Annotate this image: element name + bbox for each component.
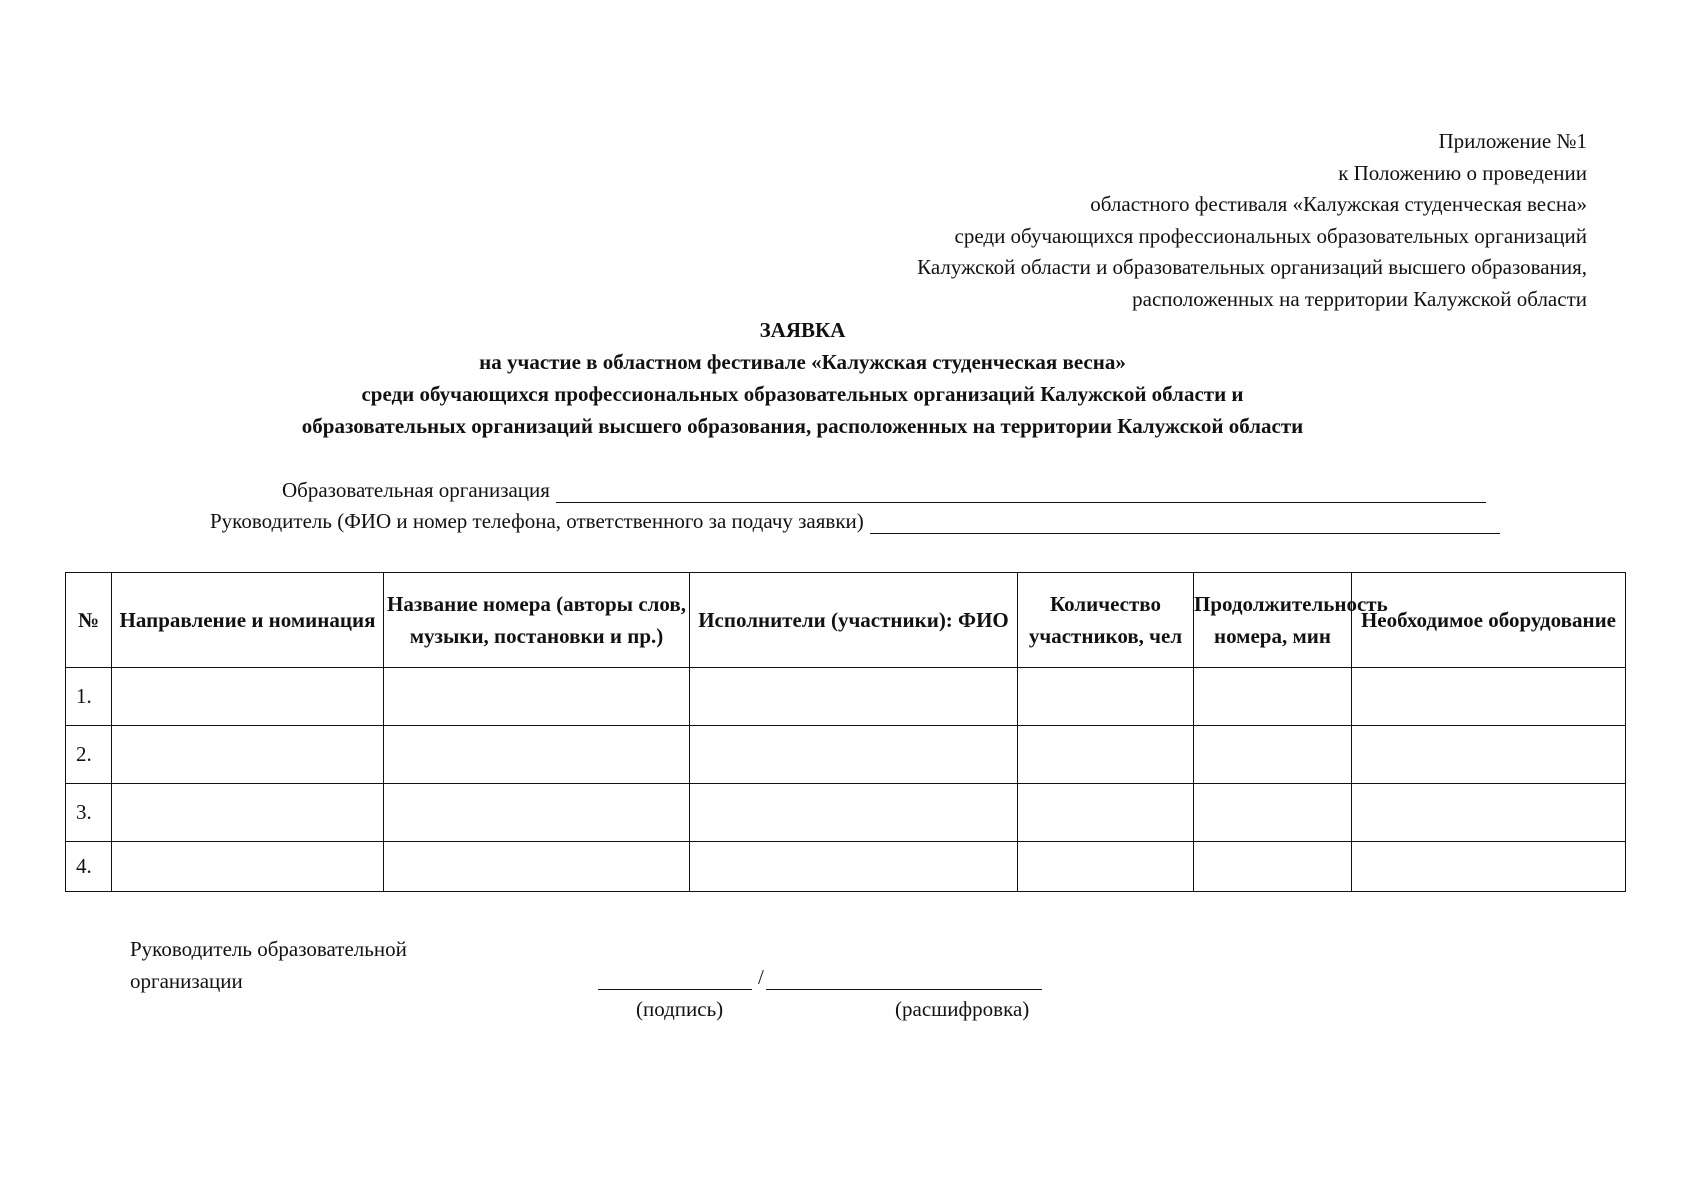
header-equipment: Необходимое оборудование xyxy=(1352,573,1626,668)
cell-title[interactable] xyxy=(384,842,690,892)
appendix-line: областного фестиваля «Калужская студенческая весна» xyxy=(1090,192,1587,216)
title-line-1: на участие в областном фестивале «Калужская студенческая весна» xyxy=(479,350,1126,374)
cell-performers[interactable] xyxy=(690,726,1018,784)
title-line-2: среди обучающихся профессиональных образовательных организаций Калужской области и xyxy=(361,382,1244,406)
document-title xyxy=(0,314,1697,442)
row-number: 2. xyxy=(66,726,112,784)
cell-duration[interactable] xyxy=(1194,726,1352,784)
signature-input-line[interactable] xyxy=(598,969,752,990)
cell-title[interactable] xyxy=(384,726,690,784)
signature-label-line-2: организации xyxy=(130,969,243,993)
table-row xyxy=(66,842,1626,892)
header-direction: Направление и номинация xyxy=(112,573,384,668)
row-number: 1. xyxy=(66,668,112,726)
header-duration: Продолжительность номера, мин xyxy=(1194,573,1352,668)
head-label: Руководитель (ФИО и номер телефона, ответственного за подачу заявки) xyxy=(210,509,864,533)
title-line-3: образовательных организаций высшего образования, расположенных на территории Калужской области xyxy=(301,414,1304,438)
signature-caption: (подпись) xyxy=(636,997,724,1021)
head-field[interactable] xyxy=(210,509,1500,534)
cell-performers[interactable] xyxy=(690,842,1018,892)
cell-direction[interactable] xyxy=(112,842,384,892)
organization-label: Образовательная организация xyxy=(282,478,550,502)
table-header-row xyxy=(66,573,1626,668)
cell-performers[interactable] xyxy=(690,784,1018,842)
cell-title[interactable] xyxy=(384,784,690,842)
appendix-header xyxy=(917,126,1587,315)
cell-equipment[interactable] xyxy=(1352,842,1626,892)
header-count: Количество участников, чел xyxy=(1018,573,1194,668)
cell-direction[interactable] xyxy=(112,668,384,726)
table-row xyxy=(66,726,1626,784)
cell-count[interactable] xyxy=(1018,784,1194,842)
signature-lines[interactable] xyxy=(598,965,1042,990)
row-number: 3. xyxy=(66,784,112,842)
cell-title[interactable] xyxy=(384,668,690,726)
appendix-line: расположенных на территории Калужской области xyxy=(1132,286,1587,311)
cell-equipment[interactable] xyxy=(1352,784,1626,842)
cell-count[interactable] xyxy=(1018,726,1194,784)
decode-caption: (расшифровка) xyxy=(895,997,1030,1021)
cell-duration[interactable] xyxy=(1194,842,1352,892)
table-row xyxy=(66,668,1626,726)
cell-direction[interactable] xyxy=(112,726,384,784)
cell-equipment[interactable] xyxy=(1352,726,1626,784)
organization-input-line[interactable] xyxy=(556,484,1486,503)
application-table xyxy=(65,572,1626,892)
signature-label-line-1: Руководитель образовательной xyxy=(130,937,407,961)
header-title: Название номера (авторы слов, музыки, постановки и пр.) xyxy=(384,573,690,668)
appendix-line: к Положению о проведении xyxy=(1338,160,1587,185)
cell-performers[interactable] xyxy=(690,668,1018,726)
signature-label xyxy=(130,933,407,997)
cell-duration[interactable] xyxy=(1194,668,1352,726)
cell-direction[interactable] xyxy=(112,784,384,842)
organization-field[interactable] xyxy=(282,478,1486,503)
header-performers: Исполнители (участники): ФИО xyxy=(690,573,1018,668)
cell-equipment[interactable] xyxy=(1352,668,1626,726)
appendix-line: среди обучающихся профессиональных образовательных организаций xyxy=(954,223,1587,248)
table-row xyxy=(66,784,1626,842)
appendix-line: Калужской области и образовательных организаций высшего образования, xyxy=(917,255,1587,279)
cell-duration[interactable] xyxy=(1194,784,1352,842)
title-heading: ЗАЯВКА xyxy=(759,318,846,342)
row-number: 4. xyxy=(66,842,112,892)
head-input-line[interactable] xyxy=(870,515,1500,534)
signature-slash: / xyxy=(758,965,764,989)
decode-input-line[interactable] xyxy=(766,969,1042,990)
cell-count[interactable] xyxy=(1018,668,1194,726)
header-num: № xyxy=(66,573,112,668)
cell-count[interactable] xyxy=(1018,842,1194,892)
appendix-line: Приложение №1 xyxy=(1438,129,1587,153)
